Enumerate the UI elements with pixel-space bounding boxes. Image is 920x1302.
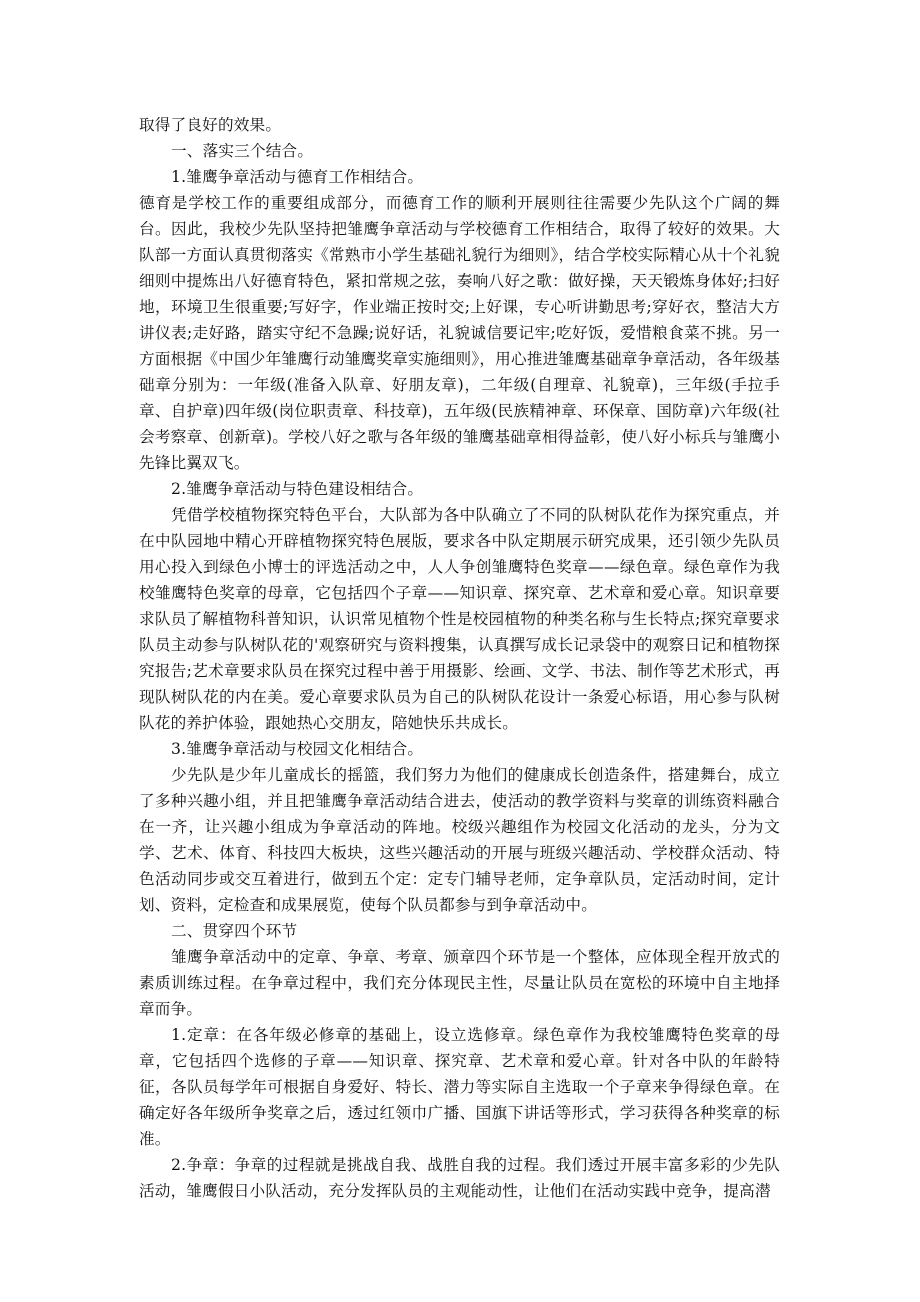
paragraph-define-badge: 1.定章：在各年级必修章的基础上，设立选修章。绿色章作为我校雏鹰特色奖章的母章，它包括四个选修的子章——知识章、探究章、艺术章和爱心章。针对各中队的年龄特征，各队员每学年可根据自身爱好、特长、潜力等实际自主选取一个子章来争得绿色章。在确定好各年级所争奖章之后，透过红领巾广播、国旗下讲话等形式，学习获得各种奖章的标准。 [139,1026,780,1148]
subheading-1-3: 3.雏鹰争章活动与校园文化相结合。 [171,740,424,758]
subheading-1-2: 2.雏鹰争章活动与特色建设相结合。 [171,480,424,498]
paragraph-four-stages: 雏鹰争章活动中的定章、争章、考章、颁章四个环节是一个整体，应体现全程开放式的素质训练过程。在争章过程中，我们充分体现民主性，尽量让队员在宽松的环境中自主地择章而争。 [139,948,780,1018]
document-page [139,112,780,1204]
section-heading-1: 一、落实三个结合。 [171,142,314,160]
paragraph-special-feature: 凭借学校植物探究特色平台，大队部为各中队确立了不同的队树队花作为探究重点，并在中队园地中精心开辟植物探究特色展版，要求各中队定期展示研究成果，还引领少先队员用心投入到绿色小博士的评选活动之中，人人争创雏鹰特色奖章——绿色章。绿色章作为我校雏鹰特色奖章的母章，它包括四个子章——知识章、探究章、艺术章和爱心章。知识章要求队员了解植物科普知识，认识常见植物个性是校园植物的种类名称与生长特点;探究章要求队员主动参与队树队花的'观察研究与资料搜集，认真撰写成长记录袋中的观察日记和植物探究报告;艺术章要求队员在探究过程中善于用摄影、绘画、文学、书法、制作等艺术形式，再现队树队花的内在美。爱心章要求队员为自己的队树队花设计一条爱心标语，用心参与队树队花的养护体验，跟她热心交朋友，陪她快乐共成长。 [139,506,780,732]
subheading-1-1: 1.雏鹰争章活动与德育工作相结合。 [171,168,424,186]
section-heading-2: 二、贯穿四个环节 [171,922,298,940]
paragraph-1: 取得了良好的效果。 [139,116,282,134]
paragraph-moral-education: 德育是学校工作的重要组成部分，而德育工作的顺利开展则往往需要少先队这个广阔的舞台。因此，我校少先队坚持把雏鹰争章活动与学校德育工作相结合，取得了较好的效果。大队部一方面认真贯彻落实《常熟市小学生基础礼貌行为细则》，结合学校实际精心从十个礼貌细则中提炼出八好德育特色，紧扣常规之弦，奏响八好之歌：做好操，天天锻炼身体好;扫好地，环境卫生很重要;写好字，作业端正按时交;上好课，专心听讲勤思考;穿好衣，整洁大方讲仪表;走好路，踏实守纪不急躁;说好话，礼貌诚信要记牢;吃好饭，爱惜粮食菜不挑。另一方面根据《中国少年雏鹰行动雏鹰奖章实施细则》，用心推进雏鹰基础章争章活动，各年级基础章分别为：一年级(准备入队章、好朋友章)，二年级(自理章、礼貌章)，三年级(手拉手章、自护章)四年级(岗位职责章、科技章)，五年级(民族精神章、环保章、国防章)六年级(社会考察章、创新章)。学校八好之歌与各年级的雏鹰基础章相得益彰，使八好小标兵与雏鹰小先锋比翼双飞。 [139,194,780,472]
paragraph-compete-badge: 2.争章：争章的过程就是挑战自我、战胜自我的过程。我们透过开展丰富多彩的少先队活动，雏鹰假日小队活动，充分发挥队员的主观能动性，让他们在活动实践中竞争，提高潜 [139,1156,780,1200]
paragraph-campus-culture: 少先队是少年儿童成长的摇篮，我们努力为他们的健康成长创造条件，搭建舞台，成立了多种兴趣小组，并且把雏鹰争章活动结合进去，使活动的教学资料与奖章的训练资料融合在一齐，让兴趣小组成为争章活动的阵地。校级兴趣组作为校园文化活动的龙头，分为文学、艺术、体育、科技四大板块，这些兴趣活动的开展与班级兴趣活动、学校群众活动、特色活动同步或交互着进行，做到五个定：定专门辅导老师，定争章队员，定活动时间，定计划、资料，定检查和成果展览，使每个队员都参与到争章活动中。 [139,766,780,914]
